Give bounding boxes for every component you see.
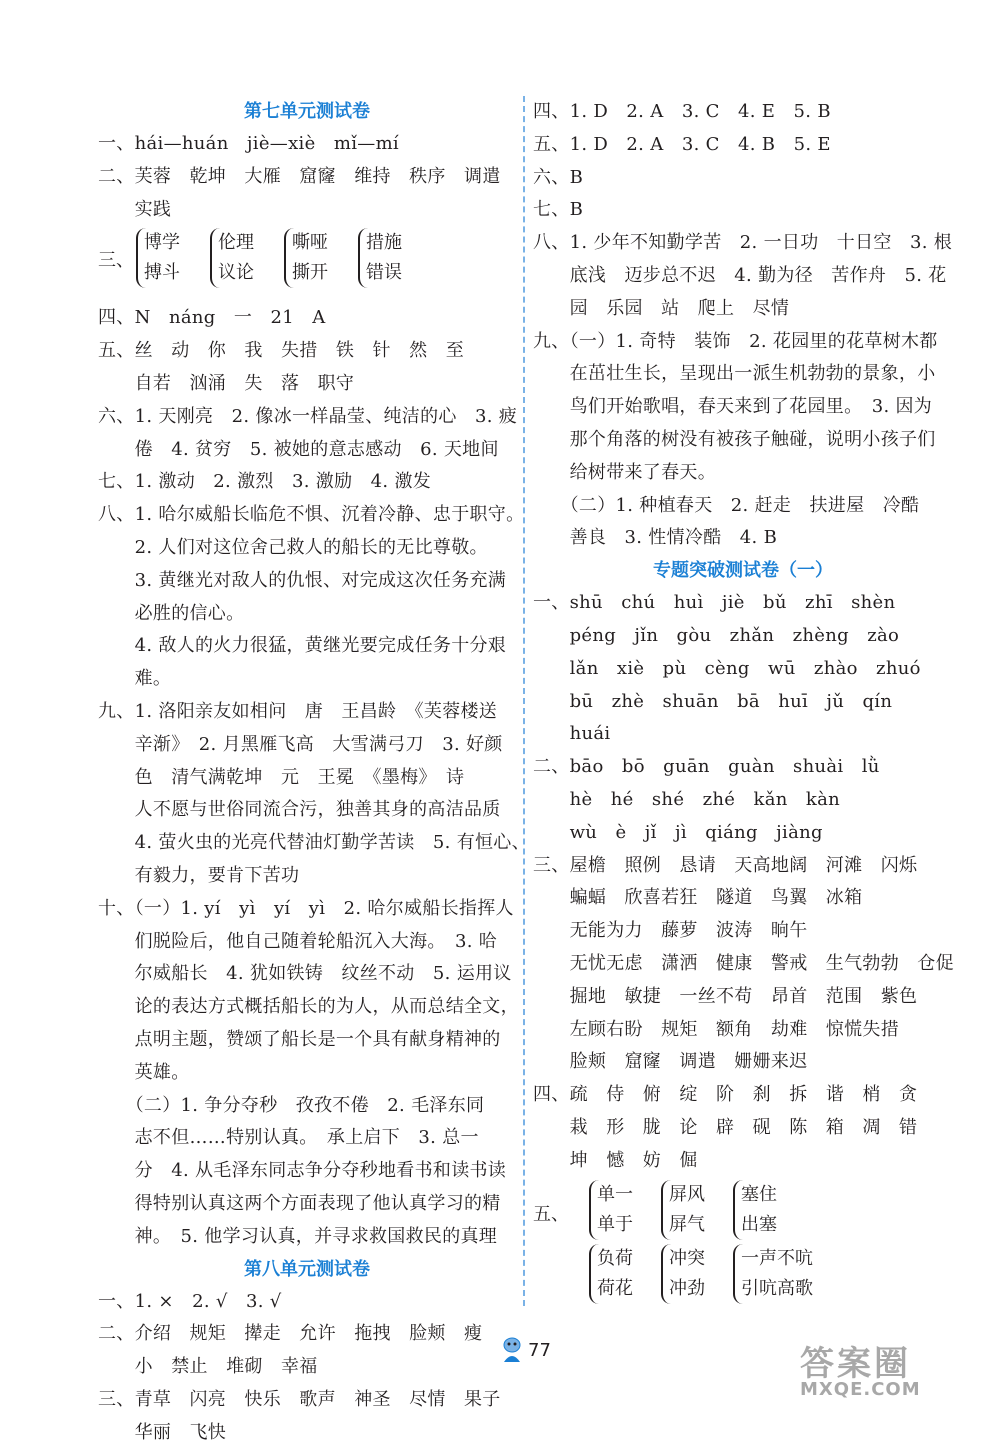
brace-word: 措施 <box>366 228 402 258</box>
column-divider <box>523 96 525 1306</box>
brace-group <box>661 1180 705 1240</box>
brace-group <box>210 228 254 288</box>
answer-line: 善良 3. 性情冷酷 4. B <box>533 522 953 555</box>
answer-line: 鸟们开始歌唱，春天来到了花园里。 3. 因为 <box>533 391 953 424</box>
brace-group <box>733 1180 777 1240</box>
answer-line: 们脱险后，他自己随着轮船沉入大海。 3. 哈 <box>98 926 516 959</box>
answer-line: 三、青草 闪亮 快乐 歌声 神圣 尽情 果子 <box>98 1384 516 1417</box>
watermark-url-text: MXQE.COM <box>800 1379 980 1400</box>
answer-line: 尔威船长 4. 犹如铁铸 纹丝不动 5. 运用议 <box>98 958 516 991</box>
answer-line: bū zhè shuān bā huī jǔ qín <box>533 686 953 719</box>
right-column <box>533 96 953 1314</box>
unit8-heading: 第八单元测试卷 <box>98 1254 516 1286</box>
answer-line: 一、hái—huán jiè—xiè mǐ—mí <box>98 128 516 161</box>
left-column <box>98 96 516 1449</box>
brace-word: 塞住 <box>741 1180 777 1210</box>
answer-line: 园 乐园 站 爬上 尽情 <box>533 293 953 326</box>
answer-line: 七、1. 激动 2. 激烈 3. 激励 4. 激发 <box>98 466 516 499</box>
brace-group <box>284 228 328 288</box>
answer-line: （二）1. 种植春天 2. 赶走 扶进屋 冷酷 <box>533 490 953 523</box>
answer-line: 四、1. D 2. A 3. C 4. E 5. B <box>533 96 953 129</box>
answer-line: 八、1. 少年不知勤学苦 2. 一日功 十日空 3. 根 <box>533 227 953 260</box>
answer-line: 六、1. 天刚亮 2. 像冰一样晶莹、纯洁的心 3. 疲 <box>98 401 516 434</box>
answer-line: 有毅力，要肯下苦功 <box>98 860 516 893</box>
unit7-lines-a <box>98 128 516 226</box>
answer-line: 二、bāo bō guān guàn shuài lǜ <box>533 751 953 784</box>
answer-line: 六、B <box>533 162 953 195</box>
answer-line: 论的表达方式概括船长的为人，从而总结全文， <box>98 991 516 1024</box>
answer-line: 给树带来了春天。 <box>533 457 953 490</box>
brace-group <box>589 1244 633 1304</box>
watermark-main-text: 答案圈 <box>800 1336 980 1385</box>
answer-line: 点明主题，赞颂了船长是一个具有献身精神的 <box>98 1024 516 1057</box>
answer-line: 小 禁止 堆砌 幸福 <box>98 1351 516 1384</box>
answer-line: 华丽 飞快 <box>98 1417 516 1449</box>
unit8-lines-continued <box>533 96 953 555</box>
brace-group <box>661 1244 705 1304</box>
watermark-logo <box>800 1336 980 1406</box>
answer-line: 那个角落的树没有被孩子触碰，说明小孩子们 <box>533 424 953 457</box>
answer-line: hè hé shé zhé kǎn kàn <box>533 784 953 817</box>
brace-word: 嘶哑 <box>292 228 328 258</box>
brace-word: 屏气 <box>669 1210 705 1240</box>
brace-word: 撕开 <box>292 258 328 288</box>
brace-word: 引吭高歌 <box>741 1274 813 1304</box>
answer-line: 四、N náng 一 21 A <box>98 302 516 335</box>
answer-line: 坤 憾 妨 倔 <box>533 1145 953 1178</box>
special-test-heading: 专题突破测试卷（一） <box>533 555 953 587</box>
answer-line: 三、屋檐 照例 恳请 天高地阔 河滩 闪烁 <box>533 850 953 883</box>
answer-line: 九、（一）1. 奇特 装饰 2. 花园里的花草树木都 <box>533 326 953 359</box>
brace-word: 屏风 <box>669 1180 705 1210</box>
answer-line: （二）1. 争分夺秒 孜孜不倦 2. 毛泽东同 <box>98 1090 516 1123</box>
brace-word: 冲突 <box>669 1244 705 1274</box>
answer-line: 无能为力 藤萝 波涛 晌午 <box>533 915 953 948</box>
q5-label: 五、 <box>533 1200 569 1226</box>
answer-line: 在茁壮生长，呈现出一派生机勃勃的景象，小 <box>533 358 953 391</box>
q3-label: 三、 <box>98 246 134 272</box>
brace-word: 一声不吭 <box>741 1244 813 1274</box>
unit7-q3-brace-groups <box>98 228 516 298</box>
brace-word: 冲劲 <box>669 1274 705 1304</box>
unit7-lines-b <box>98 302 516 1253</box>
answer-line: 辛渐》 2. 月黑雁飞高 大雪满弓刀 3. 好颜 <box>98 729 516 762</box>
brace-group <box>358 228 402 288</box>
answer-line: 实践 <box>98 194 516 227</box>
mascot-icon <box>500 1336 524 1364</box>
brace-group <box>733 1244 813 1304</box>
answer-line: 八、1. 哈尔威船长临危不惧、沉着冷静、忠于职守。 <box>98 499 516 532</box>
answer-line: 七、B <box>533 194 953 227</box>
answer-line: 左顾右盼 规矩 额角 劫难 惊慌失措 <box>533 1014 953 1047</box>
brace-group <box>136 228 180 288</box>
answer-line: 3. 黄继光对敌人的仇恨、对完成这次任务充满 <box>98 565 516 598</box>
answer-line: 必胜的信心。 <box>98 598 516 631</box>
brace-word: 单于 <box>597 1210 633 1240</box>
brace-word: 负荷 <box>597 1244 633 1274</box>
answer-line: 4. 萤火虫的光亮代替油灯勤学苦读 5. 有恒心、 <box>98 827 516 860</box>
answer-line: 掘地 敏捷 一丝不苟 昂首 范围 紫色 <box>533 981 953 1014</box>
answer-line: 栽 形 胧 论 辟 砚 陈 箱 凋 错 <box>533 1112 953 1145</box>
answer-line: 底浅 迈步总不迟 4. 勤为径 苦作舟 5. 花 <box>533 260 953 293</box>
answer-line: 倦 4. 贫穷 5. 被她的意志感动 6. 天地间 <box>98 434 516 467</box>
brace-word: 错误 <box>366 258 402 288</box>
answer-line: 九、1. 洛阳亲友如相问 唐 王昌龄 《芙蓉楼送 <box>98 696 516 729</box>
answer-line: 一、shū chú huì jiè bǔ zhī shèn <box>533 587 953 620</box>
answer-line: 分 4. 从毛泽东同志争分夺秒地看书和读书读 <box>98 1155 516 1188</box>
answer-line: 人不愿与世俗同流合污，独善其身的高洁品质 <box>98 794 516 827</box>
brace-word: 博学 <box>144 228 180 258</box>
answer-line: 二、芙蓉 乾坤 大雁 窟窿 维持 秩序 调遣 <box>98 161 516 194</box>
brace-word: 单一 <box>597 1180 633 1210</box>
answer-line: 色 清气满乾坤 元 王冕 《墨梅》 诗 <box>98 762 516 795</box>
answer-line: 十、（一）1. yí yì yí yì 2. 哈尔威船长指挥人 <box>98 893 516 926</box>
unit7-heading: 第七单元测试卷 <box>98 96 516 128</box>
page-number: 77 <box>528 1340 551 1361</box>
answer-line: 无忧无虑 潇洒 健康 警戒 生气勃勃 仓促 <box>533 948 953 981</box>
brace-word: 议论 <box>218 258 254 288</box>
answer-line: 自若 汹涌 失 落 职守 <box>98 368 516 401</box>
answer-line: huái <box>533 718 953 751</box>
brace-word: 出塞 <box>741 1210 777 1240</box>
answer-line: 志不但……特别认真。 承上启下 3. 总一 <box>98 1122 516 1155</box>
answer-line: lǎn xiè pù cèng wū zhào zhuó <box>533 653 953 686</box>
brace-word: 搏斗 <box>144 258 180 288</box>
answer-line: 英雄。 <box>98 1057 516 1090</box>
answer-line: 五、丝 动 你 我 失措 铁 针 然 至 <box>98 335 516 368</box>
answer-line: 五、1. D 2. A 3. C 4. B 5. E <box>533 129 953 162</box>
answer-line: 难。 <box>98 663 516 696</box>
answer-line: 得特别认真这两个方面表现了他认真学习的精 <box>98 1188 516 1221</box>
brace-word: 伦理 <box>218 228 254 258</box>
special-test-lines <box>533 587 953 1177</box>
answer-line: 4. 敌人的火力很猛，黄继光要完成任务十分艰 <box>98 630 516 663</box>
answer-line: 2. 人们对这位舍己救人的船长的无比尊敬。 <box>98 532 516 565</box>
answer-line: 二、介绍 规矩 撵走 允许 拖拽 脸颊 瘦 <box>98 1318 516 1351</box>
answer-line: 一、1. × 2. √ 3. √ <box>98 1286 516 1319</box>
answer-line: 蝙蝠 欣喜若狂 隧道 鸟翼 冰箱 <box>533 882 953 915</box>
answer-line: 四、疏 侍 俯 绽 阶 刹 拆 谐 梢 贪 <box>533 1079 953 1112</box>
unit8-lines <box>98 1286 516 1449</box>
brace-group <box>589 1180 633 1240</box>
special-q5-brace-groups <box>533 1180 953 1310</box>
brace-word: 荷花 <box>597 1274 633 1304</box>
answer-line: 神。 5. 他学习认真，并寻求救国救民的真理 <box>98 1221 516 1254</box>
answer-line: péng jǐn gòu zhǎn zhèng zào <box>533 620 953 653</box>
answer-line: wù è jǐ jì qiáng jiàng <box>533 817 953 850</box>
answer-line: 脸颊 窟窿 调遣 姗姗来迟 <box>533 1046 953 1079</box>
